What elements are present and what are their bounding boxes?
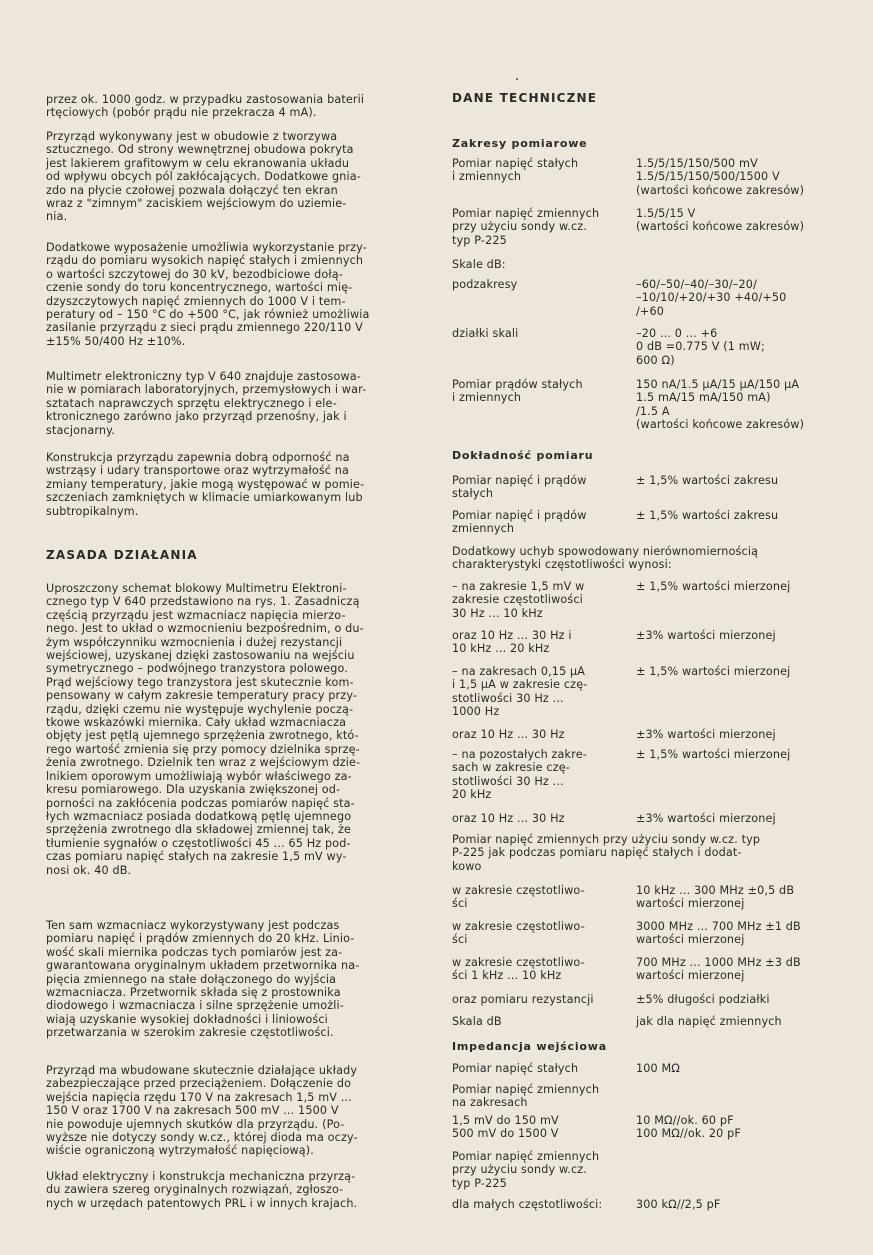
subheading-impedance: Impedancja wejściowa bbox=[452, 1040, 607, 1053]
paragraph-patents: Układ elektryczny i konstrukcja mechaniczna przyrzą- du zawiera szereg oryginalnych rozwiązań, zgłoszo- nych w urzędach patentowych PRL i w innych krajach. bbox=[46, 1170, 358, 1210]
spec-label: 1,5 mV do 150 mV 500 mV do 1500 V bbox=[452, 1114, 559, 1141]
spec-label: – na pozostałych zakre- sach w zakresie czę- stotliwości 30 Hz ... 20 kHz bbox=[452, 748, 587, 802]
spec-label: oraz 10 Hz ... 30 Hz bbox=[452, 728, 565, 741]
spec-value: –60/–50/–40/–30/–20/ –10/10/+20/+30 +40/+50 /+60 bbox=[636, 278, 787, 318]
spec-value: 700 MHz ... 1000 MHz ±3 dB wartości mierzonej bbox=[636, 956, 801, 983]
spec-value: jak dla napięć zmiennych bbox=[636, 1015, 782, 1028]
spec-label: podzakresy bbox=[452, 278, 518, 291]
spec-value: ±3% wartości mierzonej bbox=[636, 812, 776, 825]
spec-value: ± 1,5% wartości mierzonej bbox=[636, 748, 791, 761]
paragraph-ac-amplifier: Ten sam wzmacniacz wykorzystywany jest podczas pomiaru napięć i prądów zmiennych do 20 kHz. Linio- wość skali miernika podczas tych pomiarów jest za- gwarantowana oryginalnym układem przetwornika na- pięcia zmiennego na stałe dołączonego do wyjścia wzmacniacza. Przetwornik składa się z prostownika diodowego i wzmacniacza i silne sprzężenie umożli- wiają uzyskanie wysokiej dokładności i liniowości przetwarzania w szerokim zakresie częstotliwości. bbox=[46, 919, 360, 1040]
spec-label: Pomiar napięć zmiennych na zakresach bbox=[452, 1083, 600, 1110]
spec-value: 1.5/5/15 V (wartości końcowe zakresów) bbox=[636, 207, 805, 234]
spec-label: działki skali bbox=[452, 327, 519, 340]
spec-label: Skale dB: bbox=[452, 258, 506, 271]
spec-label: Skala dB bbox=[452, 1015, 502, 1028]
print-speck bbox=[516, 78, 518, 80]
spec-label: Pomiar napięć i prądów stałych bbox=[452, 474, 587, 501]
spec-label: Pomiar napięć i prądów zmiennych bbox=[452, 509, 587, 536]
spec-value: ±3% wartości mierzonej bbox=[636, 728, 776, 741]
spec-label: – na zakresie 1,5 mV w zakresie częstotliwości 30 Hz ... 10 kHz bbox=[452, 580, 585, 620]
section-heading-principle: ZASADA DZIAŁANIA bbox=[46, 548, 198, 562]
spec-label: oraz 10 Hz ... 30 Hz i 10 kHz ... 20 kHz bbox=[452, 629, 572, 656]
spec-label: w zakresie częstotliwo- ści 1 kHz ... 10 kHz bbox=[452, 956, 585, 983]
spec-value: ±5% długości podziałki bbox=[636, 993, 770, 1006]
spec-value: 3000 MHz ... 700 MHz ±1 dB wartości mierzonej bbox=[636, 920, 801, 947]
spec-value: ±3% wartości mierzonej bbox=[636, 629, 776, 642]
paragraph-overload: Przyrząd ma wbudowane skutecznie działające układy zabezpieczające przed przeciążeniem. Dołączenie do wejścia napięcia rzędu 170 V na zakresach 1,5 mV ... 150 V oraz 1700 V na zakresach 500 mV ... 1500 V nie powoduje ujemnych skutków dla przyrządu. (Po- wyższe nie dotyczy sondy w.cz., której dioda ma oczy- wiście ograniczoną wytrzymałość napięciową). bbox=[46, 1064, 358, 1158]
spec-value: 100 MΩ bbox=[636, 1062, 681, 1075]
subheading-accuracy: Dokładność pomiaru bbox=[452, 449, 594, 462]
section-heading-tech-data: DANE TECHNICZNE bbox=[452, 91, 598, 105]
spec-label: – na zakresach 0,15 μA i 1,5 μA w zakresie czę- stotliwości 30 Hz ... 1000 Hz bbox=[452, 665, 588, 719]
spec-label: Pomiar prądów stałych i zmiennych bbox=[452, 378, 583, 405]
spec-value: ± 1,5% wartości zakresu bbox=[636, 509, 779, 522]
spec-label: w zakresie częstotliwo- ści bbox=[452, 884, 585, 911]
spec-value: ± 1,5% wartości mierzonej bbox=[636, 665, 791, 678]
paragraph-construction: Konstrukcja przyrządu zapewnia dobrą odporność na wstrząsy i udary transportowe oraz wytrzymałość na zmiany temperatury, jakie mogą występować w pomie- szczeniach zamkniętych w klimacie umiarkowanym lub subtropikalnym. bbox=[46, 451, 365, 518]
spec-value: ± 1,5% wartości mierzonej bbox=[636, 580, 791, 593]
paragraph-battery: przez ok. 1000 godz. w przypadku zastosowania baterii rtęciowych (pobór prądu nie przekracza 4 mA). bbox=[46, 93, 365, 120]
spec-label: dla małych częstotliwości: bbox=[452, 1198, 603, 1211]
paragraph-accessories: Dodatkowe wyposażenie umożliwia wykorzystanie przy- rządu do pomiaru wysokich napięć stałych i zmiennych o wartości szczytowej do 30 kV, bezodbiciowe dołą- czenie sondy do toru koncentrycznego, wartości mię- dzyszczytowych napięć zmiennych do 1000 V i tem- peratury od – 150 °C do +500 °C, jak również umożliwia zasilanie przyrządu z sieci prądu zmiennego 220/110 V ±15% 50/400 Hz ±10%. bbox=[46, 241, 370, 348]
subheading-ranges: Zakresy pomiarowe bbox=[452, 137, 588, 150]
spec-label: oraz pomiaru rezystancji bbox=[452, 993, 594, 1006]
spec-label: Pomiar napięć stałych bbox=[452, 1062, 579, 1075]
spec-value: 300 kΩ//2,5 pF bbox=[636, 1198, 721, 1211]
spec-value: 1.5/5/15/150/500 mV 1.5/5/15/150/500/1500 V (wartości końcowe zakresów) bbox=[636, 157, 805, 197]
spec-value: 150 nA/1.5 μA/15 μA/150 μA 1.5 mA/15 mA/150 mA) /1.5 A (wartości końcowe zakresów) bbox=[636, 378, 805, 432]
spec-note: Dodatkowy uchyb spowodowany nierównomiernością charakterystyki częstotliwości wynosi: bbox=[452, 545, 759, 572]
spec-label: w zakresie częstotliwo- ści bbox=[452, 920, 585, 947]
paragraph-housing: Przyrząd wykonywany jest w obudowie z tworzywa sztucznego. Od strony wewnętrznej obudowa pokryta jest lakierem grafitowym w celu ekranowania układu od wpływu obcych pól zakłócających. Dodatkowe gnia- zdo na płycie czołowej pozwala dołączyć ten ekran wraz z "zimnym" zaciskiem wejściowym do uziemie- nia. bbox=[46, 130, 361, 224]
spec-label: Pomiar napięć stałych i zmiennych bbox=[452, 157, 579, 184]
spec-label: Pomiar napięć zmiennych przy użyciu sondy w.cz. typ P-225 bbox=[452, 1150, 600, 1190]
spec-value: ± 1,5% wartości zakresu bbox=[636, 474, 779, 487]
spec-label: Pomiar napięć zmiennych przy użyciu sondy w.cz. typ P-225 bbox=[452, 207, 600, 247]
spec-value: 10 kHz ... 300 MHz ±0,5 dB wartości mierzonej bbox=[636, 884, 795, 911]
paragraph-applications: Multimetr elektroniczny typ V 640 znajduje zastosowa- nie w pomiarach laboratoryjnych, przemysłowych i war- sztatach naprawczych sprzętu elektrycznego i ele- ktronicznego zarówno jako przyrząd przenośny, jak i stacjonarny. bbox=[46, 370, 367, 437]
spec-value: –20 ... 0 ... +6 0 dB =0.775 V (1 mW; 600 Ω) bbox=[636, 327, 765, 367]
spec-value: 10 MΩ//ok. 60 pF 100 MΩ//ok. 20 pF bbox=[636, 1114, 741, 1141]
spec-note: Pomiar napięć zmiennych przy użyciu sondy w.cz. typ P-225 jak podczas pomiaru napięć stałych i dodat- kowo bbox=[452, 833, 761, 873]
spec-label: oraz 10 Hz ... 30 Hz bbox=[452, 812, 565, 825]
paragraph-block-diagram: Uproszczony schemat blokowy Multimetru Elektroni- cznego typ V 640 przedstawiono na rys. 1. Zasadniczą częścią przyrządu jest wzmacniacz napięcia mierzo- nego. Jest to układ o wzmocnieniu bezpośrednim, o du- żym współczynniku wzmocnienia i dużej rezystancji wejściowej, uzyskanej dzięki zastosowaniu na wejściu symetrycznego – podwójnego tranzystora polowego. Prąd wejściowy tego tranzystora jest skutecznie kom- pensowany w całym zakresie temperatury pracy przy- rządu, dzięki czemu nie występuje wychylenie począ- tkowe wskazówki miernika. Cały układ wzmacniacza objęty jest pętlą ujemnego sprzężenia zwrotnego, któ- rego wartość zmienia się przy pomocy dzielnika sprzę- żenia zwrotnego. Dzielnik ten wraz z wejściowym dzie- lnikiem oporowym umożliwiają wybór właściwego za- kresu pomiarowego. Dla uzyskania zwiększonej od- porności na zakłócenia podczas pomiarów napięć sta- łych wzmacniacz posiada dodatkową pętlę ujemnego sprzężenia zwrotnego dla składowej zmiennej tak, że tłumienie sygnałów o częstotliwości 45 ... 65 Hz pod- czas pomiaru napięć stałych na zakresie 1,5 mV wy- nosi ok. 40 dB. bbox=[46, 582, 364, 877]
